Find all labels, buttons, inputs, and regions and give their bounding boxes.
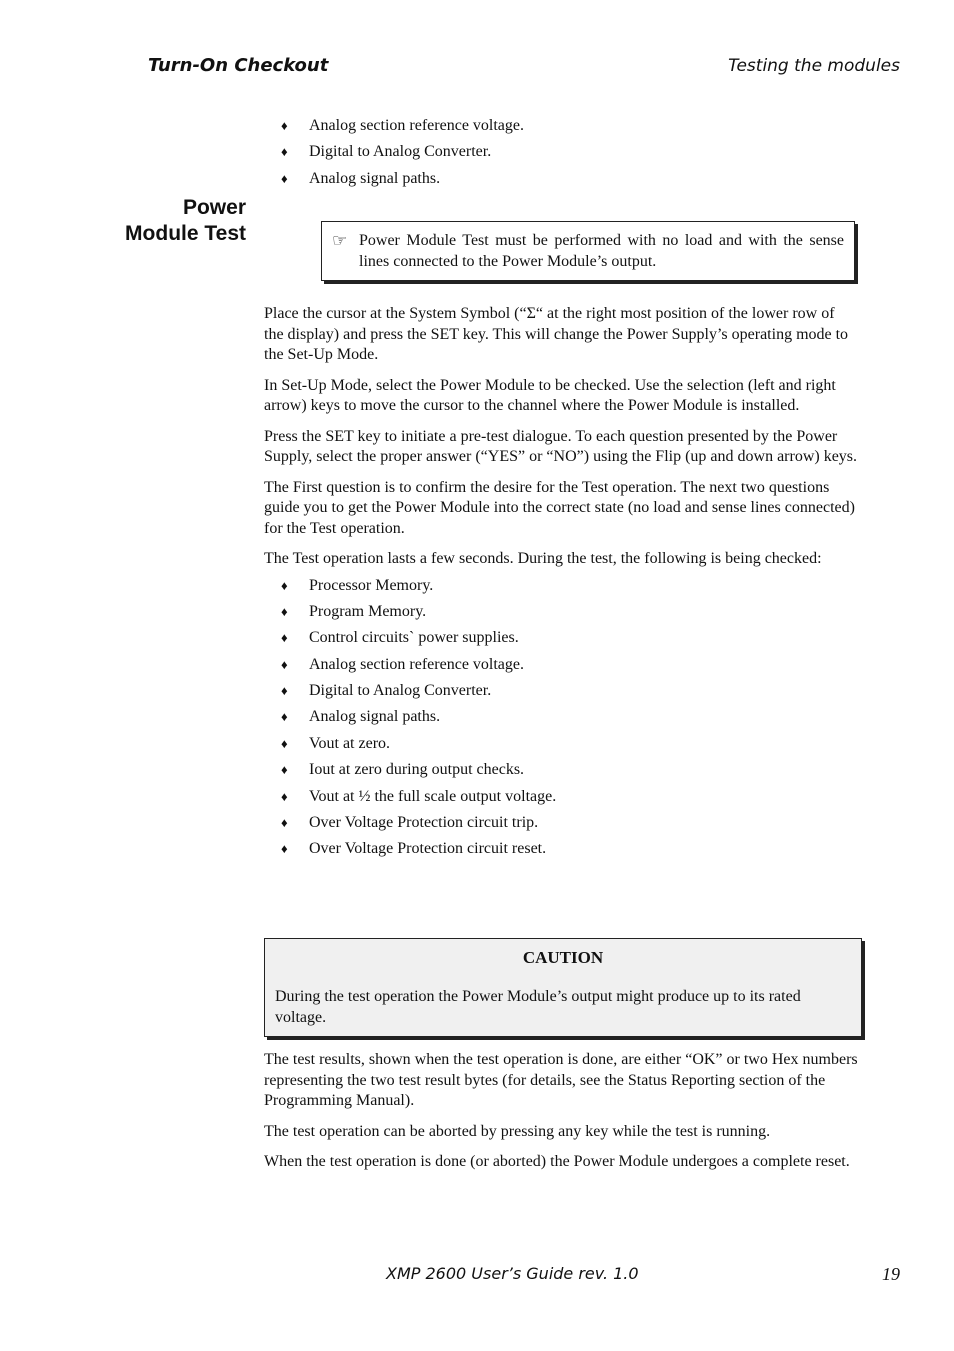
note-text: Power Module Test must be performed with no load and with the sense lines connected to the Power Module’s output. — [359, 232, 844, 270]
paragraph: The test operation can be aborted by pressing any key while the test is running. — [264, 1122, 771, 1140]
list-item: ♦ Iout at zero during output checks. — [281, 761, 525, 779]
bullet-icon: ♦ — [281, 683, 288, 699]
list-item: ♦ Analog section reference voltage. — [281, 117, 525, 134]
bullet-icon: ♦ — [281, 815, 288, 831]
pointing-hand-icon: ☞ — [332, 231, 348, 251]
caution-box — [264, 938, 862, 1037]
bullet-icon: ♦ — [281, 841, 288, 857]
body-text — [264, 304, 858, 866]
note-box — [321, 221, 855, 281]
list-item: ♦ Program Memory. — [281, 602, 427, 620]
list-item: ♦ Over Voltage Protection circuit reset. — [281, 840, 547, 858]
bullet-icon: ♦ — [281, 603, 288, 619]
list-item: ♦ Over Voltage Protection circuit trip. — [281, 814, 539, 832]
list-item: ♦ Digital to Analog Converter. — [281, 143, 492, 161]
list-item: ♦ Analog signal paths. — [281, 169, 441, 187]
paragraph: The First question is to confirm the desire for the Test operation. The next two questions guide you to get the Power Module into the correct state (no load and sense lines connected) for the Test operation. — [264, 478, 855, 537]
list-item: ♦ Vout at zero. — [281, 734, 391, 752]
bullet-icon: ♦ — [281, 144, 288, 160]
closing-text — [264, 1050, 858, 1183]
section-heading: Power Module Test — [125, 196, 246, 245]
bullet-icon: ♦ — [281, 788, 288, 804]
paragraph: Place the cursor at the System Symbol (“Σ“ at the right most position of the lower row of the display) and press the SET key. This will change the Power Supply’s operating mode to the Set-Up Mode. — [264, 305, 849, 363]
bullet-icon: ♦ — [281, 762, 288, 778]
paragraph: Press the SET key to initiate a pre-test dialogue. To each question presented by the Power Supply, select the proper answer (“YES” or “NO”) using the Flip (up and down arrow) keys. — [264, 427, 858, 465]
footer-title: XMP 2600 User’s Guide rev. 1.0 — [386, 1264, 639, 1283]
caution-title: CAUTION — [522, 948, 604, 967]
list-item: ♦ Analog section reference voltage. — [281, 655, 525, 673]
bullet-icon: ♦ — [281, 656, 288, 672]
page-number: 19 — [882, 1264, 900, 1284]
paragraph: When the test operation is done (or aborted) the Power Module undergoes a complete reset. — [264, 1153, 850, 1170]
running-header-left: Turn-On Checkout — [148, 55, 329, 76]
list-item: ♦ Control circuits` power supplies. — [281, 629, 519, 647]
paragraph: The Test operation lasts a few seconds. During the test, the following is being checked: — [264, 550, 822, 567]
list-item: ♦ Digital to Analog Converter. — [281, 682, 492, 700]
paragraph: The test results, shown when the test operation is done, are either “OK” or two Hex numbers representing the two test result bytes (for details, see the Status Reporting section of the Programming Manual). — [264, 1051, 858, 1109]
top-bullet-list — [264, 116, 858, 195]
list-item: ♦ Processor Memory. — [281, 576, 434, 594]
list-item: ♦ Analog signal paths. — [281, 708, 441, 726]
bullet-icon: ♦ — [281, 735, 288, 751]
bullet-icon: ♦ — [281, 118, 288, 133]
running-header-right: Testing the modules — [728, 56, 900, 76]
caution-text: During the test operation the Power Module’s output might produce up to its rated voltage. — [275, 988, 801, 1026]
bullet-icon: ♦ — [281, 577, 288, 593]
paragraph: In Set-Up Mode, select the Power Module to be checked. Use the selection (left and right arrow) keys to move the cursor to the channel where the Power Module is installed. — [264, 376, 836, 414]
checked-bullet-list — [264, 576, 858, 866]
bullet-icon: ♦ — [281, 630, 288, 646]
list-item: ♦ Vout at ½ the full scale output voltage. — [281, 787, 557, 805]
bullet-icon: ♦ — [281, 170, 288, 186]
bullet-icon: ♦ — [281, 709, 288, 725]
